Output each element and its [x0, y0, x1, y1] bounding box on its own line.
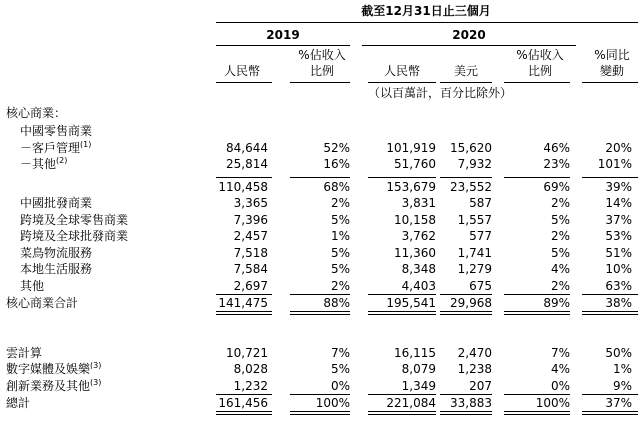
- cell-col-rmb-2020: 4,403: [401, 279, 436, 293]
- cell-col-yoy: 63%: [605, 279, 632, 293]
- cell-col-pct-2020: 5%: [550, 246, 570, 260]
- cell-col-usd-2020: 1,279: [457, 262, 492, 276]
- cell-col-usd-2020: 577: [469, 229, 492, 243]
- grand-total-double-rule: [290, 411, 350, 415]
- cell-col-rmb-2019: 84,644: [226, 141, 268, 155]
- cell-col-pct-2019: 2%: [330, 196, 350, 210]
- grand-total-rule: [290, 394, 350, 395]
- cell-col-usd-2020: 7,932: [457, 157, 492, 171]
- core-total-rule: [504, 294, 570, 295]
- subtotal-rule: [216, 177, 272, 178]
- core-total-double-rule: [582, 311, 638, 315]
- grand-total-rule: [582, 394, 638, 395]
- cell-col-yoy: 38%: [605, 296, 632, 310]
- core-total-double-rule: [504, 311, 570, 315]
- row-label: [20, 229, 128, 243]
- year-2020: 2020: [452, 28, 486, 42]
- period-underline: [216, 22, 638, 23]
- cell-col-usd-2020: 33,883: [450, 396, 492, 410]
- period-header: 截至12月31日止三個月: [361, 4, 491, 18]
- header-underline-usd-2020: [440, 82, 492, 83]
- core-total-double-rule: [216, 311, 272, 315]
- cell-col-yoy: 101%: [597, 157, 632, 171]
- cell-col-rmb-2020: 16,115: [394, 346, 436, 360]
- cell-col-rmb-2019: 7,518: [233, 246, 268, 260]
- cell-col-pct-2019: 16%: [323, 157, 350, 171]
- row-label-text: 本地生活服務: [20, 262, 93, 276]
- row-label: [20, 279, 44, 293]
- col-yoy-label: %同比: [594, 48, 630, 62]
- row-label: [6, 346, 42, 360]
- cell-col-yoy: 53%: [605, 229, 632, 243]
- cell-col-rmb-2019: 7,584: [233, 262, 268, 276]
- cell-col-pct-2019: 0%: [330, 379, 350, 393]
- row-label: [20, 262, 92, 276]
- cell-col-usd-2020: 2,470: [457, 346, 492, 360]
- grand-total-double-rule: [504, 411, 570, 415]
- row-label: [6, 396, 30, 410]
- header-underline-rmb-2020: [368, 82, 436, 83]
- cell-col-rmb-2020: 10,158: [394, 213, 436, 227]
- grand-total-rule: [368, 394, 436, 395]
- cell-col-yoy: 10%: [605, 262, 632, 276]
- cell-col-usd-2020: 675: [469, 279, 492, 293]
- year-2019-underline: [216, 45, 350, 46]
- cell-col-pct-2019: 88%: [323, 296, 350, 310]
- cell-col-usd-2020: 1,741: [457, 246, 492, 260]
- core-total-double-rule: [368, 311, 436, 315]
- cell-col-usd-2020: 587: [469, 196, 492, 210]
- cell-col-rmb-2020: 221,084: [386, 396, 436, 410]
- col-rmb-2020-label: 人民幣: [383, 64, 420, 78]
- row-label: [6, 362, 101, 376]
- core-total-rule: [216, 294, 272, 295]
- grand-total-rule: [216, 394, 272, 395]
- col-yoy-label: 變動: [599, 64, 624, 78]
- row-label-text: 核心商業：: [6, 106, 67, 120]
- row-label: [6, 296, 78, 310]
- cell-col-rmb-2019: 25,814: [226, 157, 268, 171]
- cell-col-rmb-2019: 161,456: [218, 396, 268, 410]
- cell-col-pct-2019: 5%: [330, 246, 350, 260]
- row-label: [6, 379, 101, 393]
- subtotal-rule: [290, 177, 350, 178]
- row-label-text: 數字媒體及娛樂: [6, 362, 91, 376]
- row-label-text: 跨境及全球零售商業: [20, 213, 129, 227]
- cell-col-pct-2020: 4%: [550, 362, 570, 376]
- cell-col-usd-2020: 23,552: [450, 180, 492, 194]
- core-total-double-rule: [290, 311, 350, 315]
- row-label: [20, 141, 91, 155]
- cell-col-rmb-2020: 195,541: [386, 296, 436, 310]
- row-label-text: －客戶管理: [20, 141, 81, 155]
- row-label-text: 雲計算: [6, 346, 43, 360]
- cell-col-pct-2020: 69%: [543, 180, 570, 194]
- cell-col-usd-2020: 1,557: [457, 213, 492, 227]
- subtotal-rule: [504, 177, 570, 178]
- col-usd-2020-label: 美元: [453, 64, 478, 78]
- col-pct-2020-label: %佔收入: [516, 48, 564, 62]
- cell-col-usd-2020: 29,968: [450, 296, 492, 310]
- cell-col-usd-2020: 207: [469, 379, 492, 393]
- subtotal-rule: [368, 177, 436, 178]
- cell-col-usd-2020: 15,620: [450, 141, 492, 155]
- year-2019: 2019: [266, 28, 300, 42]
- row-label-text: 菜鳥物流服務: [20, 246, 93, 260]
- subtotal-rule: [582, 177, 638, 178]
- core-total-rule: [368, 294, 436, 295]
- cell-col-rmb-2019: 2,697: [233, 279, 268, 293]
- cell-col-pct-2019: 100%: [315, 396, 350, 410]
- col-pct-2019-label: 比例: [309, 64, 334, 78]
- row-label: [20, 246, 92, 260]
- grand-total-rule: [440, 394, 492, 395]
- cell-col-rmb-2020: 153,679: [386, 180, 436, 194]
- cell-col-pct-2020: 4%: [550, 262, 570, 276]
- cell-col-yoy: 1%: [612, 362, 632, 376]
- cell-col-pct-2019: 5%: [330, 262, 350, 276]
- row-label-text: 跨境及全球批發商業: [20, 229, 129, 243]
- row-label-text: 創新業務及其他: [6, 379, 91, 393]
- row-label: [20, 196, 92, 210]
- footnote-marker: (3): [90, 361, 102, 370]
- cell-col-pct-2020: 2%: [550, 196, 570, 210]
- cell-col-rmb-2020: 1,349: [401, 379, 436, 393]
- col-pct-2019-label: %佔收入: [298, 48, 346, 62]
- cell-col-usd-2020: 1,238: [457, 362, 492, 376]
- cell-col-pct-2020: 89%: [543, 296, 570, 310]
- cell-col-yoy: 14%: [605, 196, 632, 210]
- cell-col-yoy: 9%: [612, 379, 632, 393]
- cell-col-rmb-2020: 51,760: [394, 157, 436, 171]
- cell-col-pct-2019: 5%: [330, 362, 350, 376]
- cell-col-pct-2019: 2%: [330, 279, 350, 293]
- grand-total-double-rule: [440, 411, 492, 415]
- cell-col-rmb-2020: 11,360: [394, 246, 436, 260]
- cell-col-rmb-2019: 1,232: [233, 379, 268, 393]
- cell-col-pct-2020: 23%: [543, 157, 570, 171]
- row-label: [20, 213, 128, 227]
- cell-col-yoy: 39%: [605, 180, 632, 194]
- footnote-marker: (1): [80, 140, 92, 149]
- core-total-rule: [440, 294, 492, 295]
- row-label: [20, 124, 92, 138]
- footnote-marker: (3): [90, 378, 102, 387]
- cell-col-rmb-2020: 3,831: [401, 196, 436, 210]
- cell-col-rmb-2020: 101,919: [386, 141, 436, 155]
- cell-col-rmb-2019: 141,475: [218, 296, 268, 310]
- col-rmb-2019-label: 人民幣: [223, 64, 260, 78]
- row-label-text: 總計: [6, 396, 31, 410]
- row-label: [20, 157, 67, 171]
- cell-col-rmb-2020: 8,079: [401, 362, 436, 376]
- cell-col-yoy: 20%: [605, 141, 632, 155]
- row-label-text: 核心商業合計: [6, 296, 79, 310]
- cell-col-pct-2020: 46%: [543, 141, 570, 155]
- unit-note: （以百萬計，百分比除外）: [367, 86, 512, 100]
- row-label-text: 中國零售商業: [20, 124, 93, 138]
- cell-col-rmb-2020: 8,348: [401, 262, 436, 276]
- col-pct-2020-label: 比例: [527, 64, 552, 78]
- cell-col-pct-2019: 7%: [330, 346, 350, 360]
- cell-col-rmb-2019: 7,396: [233, 213, 268, 227]
- core-total-rule: [290, 294, 350, 295]
- core-total-double-rule: [440, 311, 492, 315]
- cell-col-rmb-2019: 3,365: [233, 196, 268, 210]
- cell-col-rmb-2019: 2,457: [233, 229, 268, 243]
- cell-col-pct-2020: 2%: [550, 229, 570, 243]
- header-underline-pct-2019: [290, 82, 350, 83]
- row-label-text: －其他: [20, 157, 57, 171]
- header-underline-rmb-2019: [216, 82, 272, 83]
- row-label-text: 中國批發商業: [20, 196, 93, 210]
- cell-col-rmb-2019: 8,028: [233, 362, 268, 376]
- header-underline-pct-2020: [504, 82, 570, 83]
- cell-col-rmb-2020: 3,762: [401, 229, 436, 243]
- cell-col-pct-2019: 68%: [323, 180, 350, 194]
- row-label-text: 其他: [20, 279, 45, 293]
- cell-col-yoy: 37%: [605, 396, 632, 410]
- row-label: [6, 106, 66, 120]
- cell-col-pct-2019: 52%: [323, 141, 350, 155]
- grand-total-double-rule: [582, 411, 638, 415]
- cell-col-yoy: 51%: [605, 246, 632, 260]
- subtotal-rule: [440, 177, 492, 178]
- grand-total-rule: [504, 394, 570, 395]
- cell-col-pct-2019: 5%: [330, 213, 350, 227]
- footnote-marker: (2): [56, 156, 68, 165]
- cell-col-yoy: 50%: [605, 346, 632, 360]
- core-total-rule: [582, 294, 638, 295]
- grand-total-double-rule: [368, 411, 436, 415]
- cell-col-pct-2020: 100%: [535, 396, 570, 410]
- cell-col-pct-2020: 7%: [550, 346, 570, 360]
- cell-col-pct-2020: 0%: [550, 379, 570, 393]
- cell-col-yoy: 37%: [605, 213, 632, 227]
- year-2020-underline: [362, 45, 576, 46]
- cell-col-rmb-2019: 10,721: [226, 346, 268, 360]
- cell-col-pct-2019: 1%: [330, 229, 350, 243]
- cell-col-rmb-2019: 110,458: [218, 180, 268, 194]
- header-underline-yoy: [582, 82, 638, 83]
- grand-total-double-rule: [216, 411, 272, 415]
- cell-col-pct-2020: 2%: [550, 279, 570, 293]
- cell-col-pct-2020: 5%: [550, 213, 570, 227]
